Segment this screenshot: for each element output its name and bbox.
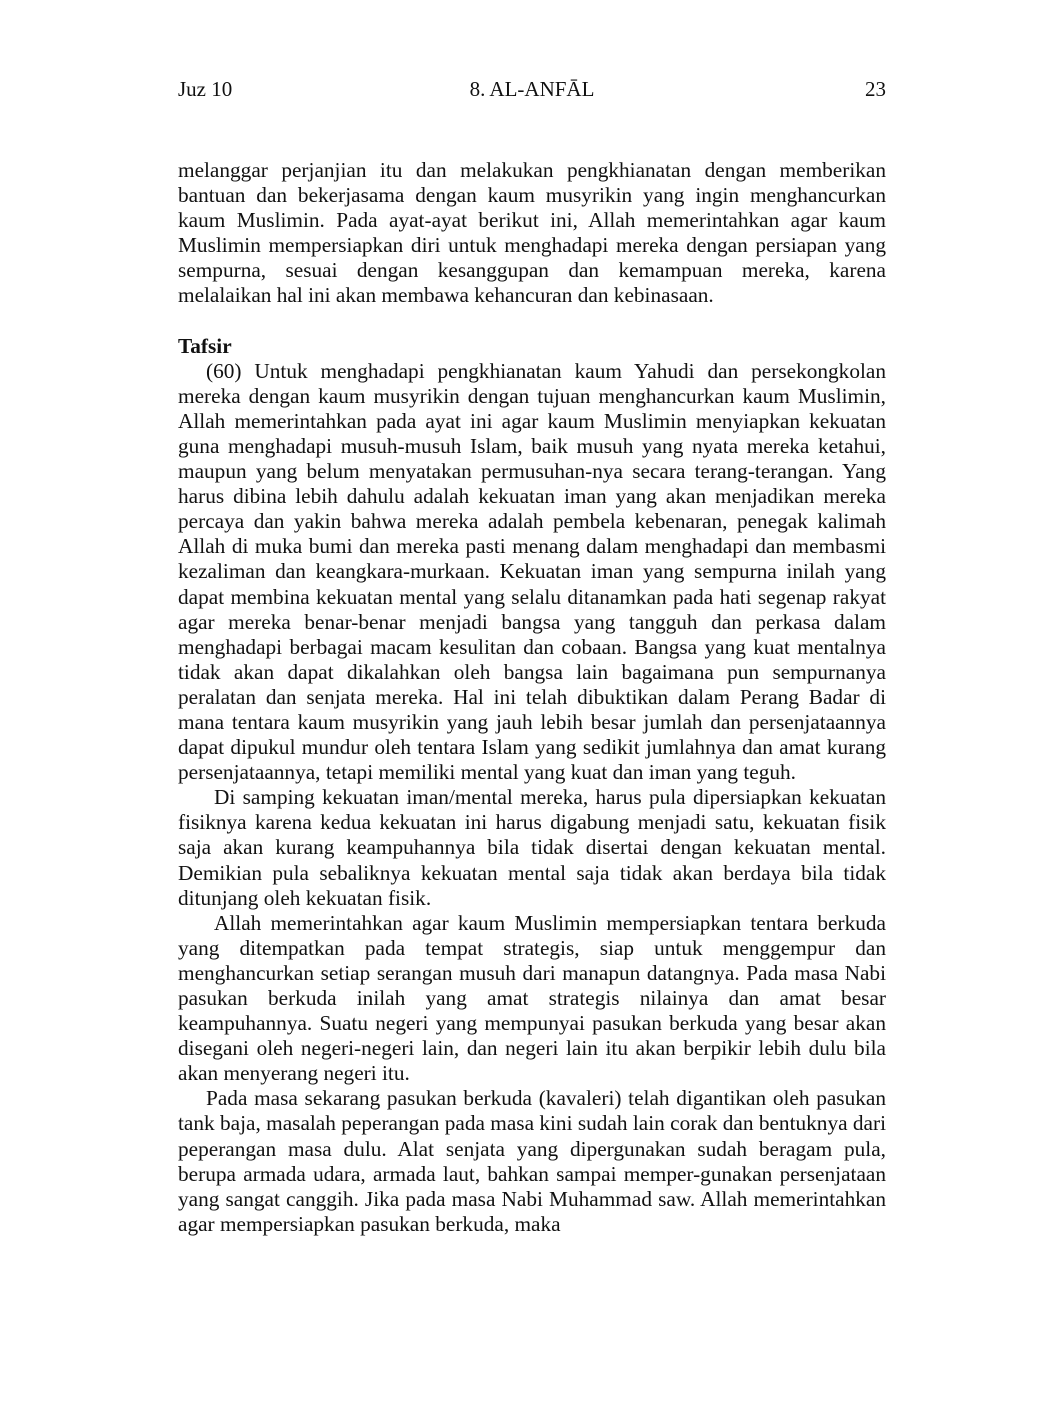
page-body (178, 158, 886, 1237)
page-number: 23 (865, 77, 886, 101)
juz-label: Juz 10 (178, 77, 233, 101)
paragraph-cavalry: Allah memerintahkan agar kaum Muslimin mempersiapkan tentara berkuda yang ditempatkan pada tempat strategis, siap untuk menggempur dan menghancurkan setiap serangan musuh dari manapun datangnya. Pada masa Nabi pasukan berkuda inilah yang amat strategis nilainya dan amat besar keampuhannya. Suatu negeri yang mempunyai pasukan berkuda yang besar akan disegani oleh negeri-negeri lain, dan negeri lain itu akan berpikir lebih dulu bila akan menyerang negeri itu. (178, 910, 886, 1086)
page-header (178, 74, 886, 104)
paragraph-verse-60: (60) Untuk menghadapi pengkhianatan kaum Yahudi dan persekongkolan mereka dengan kaum musyrikin dengan tujuan menghancurkan kaum Muslimin, Allah memerintahkan pada ayat ini agar kaum Muslimin menyiapkan kekuatan guna menghadapi musuh-musuh Islam, baik musuh yang nyata mereka ketahui, maupun yang belum menyatakan permusuhan-nya secara terang-terangan. Yang harus dibina lebih dahulu adalah kekuatan iman yang akan menjadikan mereka percaya dan yakin bahwa mereka adalah pembela kebenaran, penegak kalimah Allah di muka bumi dan mereka pasti menang dalam menghadapi dan membasmi kezaliman dan keangkara-murkaan. Kekuatan iman yang sempurna inilah yang dapat membina kekuatan mental yang selalu ditanamkan pada hati segenap rakyat agar mereka benar-benar menjadi bangsa yang tangguh dan perkasa dalam menghadapi berbagai macam kesulitan dan cobaan. Bangsa yang kuat mentalnya tidak akan dapat dikalahkan oleh bangsa lain bagaimana pun sempurnanya peralatan dan senjata mereka. Hal ini telah dibuktikan dalam Perang Badar di mana tentara kaum musyrikin yang jauh lebih besar jumlah dan persenjataannya dapat dipukul mundur oleh tentara Islam yang sedikit jumlahnya dan amat kurang persenjataannya, tetapi memiliki mental yang kuat dan iman yang teguh. (178, 358, 886, 785)
surah-title: 8. AL-ANFĀL (469, 77, 595, 101)
intro-paragraph: melanggar perjanjian itu dan melakukan pengkhianatan dengan memberikan bantuan dan bekerjasama dengan kaum musyrikin yang ingin menghancurkan kaum Muslimin. Pada ayat-ayat berikut ini, Allah memerintahkan agar kaum Muslimin mempersiapkan diri untuk menghadapi mereka dengan persiapan yang sempurna, sesuai dengan kesanggupan dan kemampuan mereka, karena melalaikan hal ini akan membawa kehancuran dan kebinasaan. (178, 158, 886, 308)
paragraph-physical-strength: Di samping kekuatan iman/mental mereka, harus pula dipersiapkan kekuatan fisiknya karena kedua kekuatan ini harus digabung menjadi satu, kekuatan fisik saja akan kurang keampuhannya bila tidak disertai dengan kekuatan mental. Demikian pula sebaliknya kekuatan mental saja tidak akan berdaya bila tidak ditunjang oleh kekuatan fisik. (178, 785, 886, 910)
paragraph-modern-warfare: Pada masa sekarang pasukan berkuda (kavaleri) telah digantikan oleh pasukan tank baja, masalah peperangan pada masa kini sudah lain corak dan bentuknya dari peperangan masa dulu. Alat senjata yang dipergunakan sudah beragam pula, berupa armada udara, armada laut, bahkan sampai memper-gunakan persenjataan yang sangat canggih. Jika pada masa Nabi Muhammad saw. Allah memerintahkan agar mempersiapkan pasukan berkuda, maka (178, 1086, 886, 1236)
section-heading: Tafsir (178, 333, 232, 358)
